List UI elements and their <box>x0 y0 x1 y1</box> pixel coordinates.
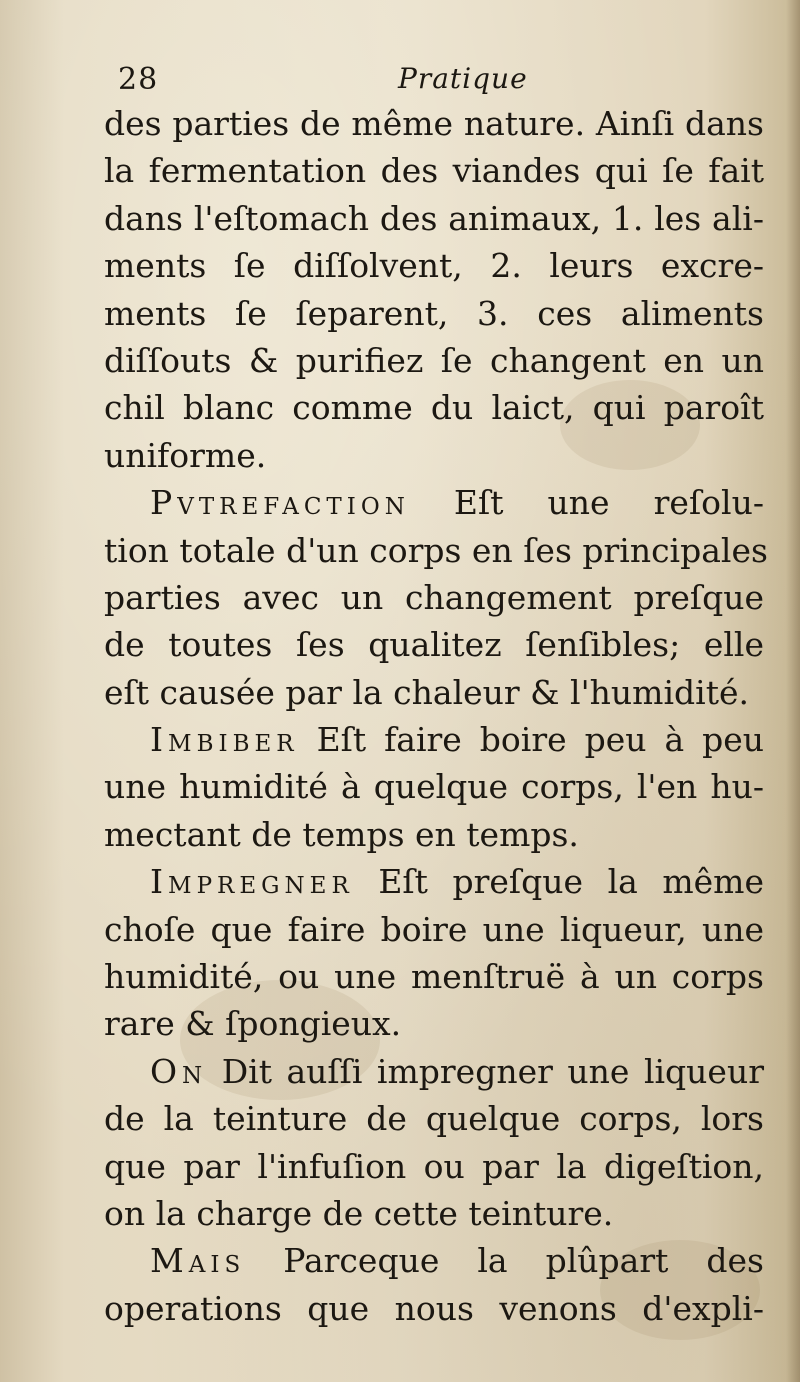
body-text <box>104 100 768 1332</box>
text-line: ments ſe diſſolvent, 2. leurs excre- <box>104 246 764 286</box>
text-span: Dit auſſi impregner une liqueur <box>221 1051 764 1091</box>
text-line: des parties de même nature. Ainſi dans <box>104 104 764 143</box>
paragraph-first-line <box>104 479 764 526</box>
text-line: diſſouts & purifiez ſe changent en un <box>104 340 764 380</box>
paragraph-first-line <box>104 858 764 905</box>
text-line: parties avec un changement preſque <box>104 577 764 617</box>
text-span: Eſt une reſolu- <box>453 483 764 523</box>
text-span: Parceque la plûpart des <box>283 1241 764 1281</box>
text-line: operations que nous venons d'expli- <box>104 1288 764 1328</box>
paragraph-first-line <box>104 716 764 763</box>
text-line: on la charge de cette teinture. <box>104 1193 614 1233</box>
page-number: 28 <box>118 62 159 97</box>
text-line: tion totale d'un corps en ſes principales <box>104 530 768 570</box>
text-line: choſe que faire boire une liqueur, une <box>104 909 764 949</box>
text-line: de toutes ſes qualitez ſenſibles; elle <box>104 625 764 665</box>
headword: On <box>150 1051 208 1091</box>
text-line: mectant de temps en temps. <box>104 814 579 854</box>
text-span: Eſt faire boire peu à peu <box>316 720 764 760</box>
text-span: Eſt preſque la même <box>378 862 764 902</box>
text-line: uniforme. <box>104 435 267 475</box>
headword: Mais <box>150 1241 246 1281</box>
text-line: ments ſe ſeparent, 3. ces aliments <box>104 293 764 333</box>
text-line: que par l'infuſion ou par la digeſtion, <box>104 1146 764 1186</box>
page-header <box>118 62 768 102</box>
text-line: une humidité à quelque corps, l'en hu- <box>104 767 764 807</box>
text-line: chil blanc comme du laict, qui paroît <box>104 388 764 428</box>
paragraph-first-line <box>104 1237 764 1284</box>
text-line: la fermentation des viandes qui ſe fait <box>104 151 764 191</box>
headword: Pvtrefaction <box>150 483 410 523</box>
text-line: rare & ſpongieux. <box>104 1004 402 1044</box>
paragraph-first-line <box>104 1048 764 1095</box>
page-edge-shadow <box>786 0 800 1382</box>
text-line: humidité, ou une menſtruë à un corps <box>104 957 764 997</box>
running-title: Pratique <box>398 62 528 95</box>
text-line: dans l'eſtomach des animaux, 1. les ali- <box>104 198 764 238</box>
text-line: eſt causée par la chaleur & l'humidité. <box>104 672 749 712</box>
headword: Imbiber <box>150 720 299 760</box>
text-line: de la teinture de quelque corps, lors <box>104 1099 764 1139</box>
headword: Impregner <box>150 862 354 902</box>
